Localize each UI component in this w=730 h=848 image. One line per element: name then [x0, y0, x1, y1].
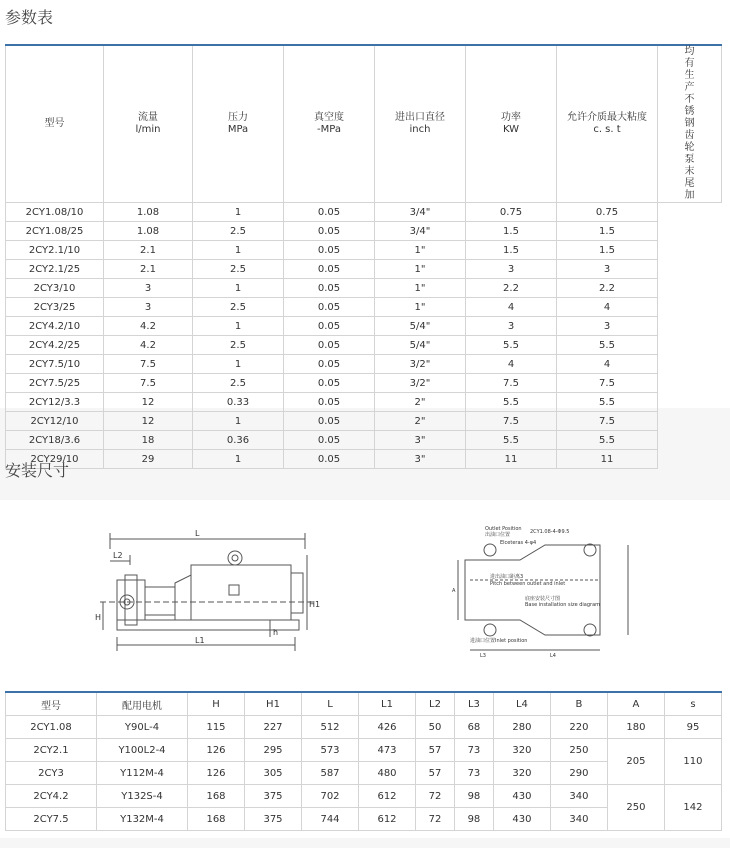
cell-power: 1.5: [466, 241, 557, 260]
col-header-H: H: [188, 692, 245, 716]
pump-side-view-diagram: [95, 525, 325, 660]
cell-power: 0.75: [466, 203, 557, 222]
cell-H: 168: [188, 785, 245, 808]
top-code-label: 2CY1.08-4-Φ9.5: [530, 529, 570, 535]
cell-diameter: 1": [375, 260, 466, 279]
table-row: [6, 716, 722, 739]
cell-viscosity: 5.5: [557, 431, 658, 450]
table-row: [6, 317, 722, 336]
cell-flow: 18: [104, 431, 193, 450]
cell-model: 2CY2.1/25: [6, 260, 104, 279]
table-row: [6, 374, 722, 393]
dim-A-label: A: [452, 588, 456, 594]
cell-model: 2CY4.2: [6, 785, 97, 808]
cell-model: 2CY1.08/25: [6, 222, 104, 241]
outlet-cn-label: 出油口位置: [485, 532, 511, 538]
cell-pressure: 1: [193, 317, 284, 336]
cell-pressure: 0.33: [193, 393, 284, 412]
cell-diameter: 3": [375, 450, 466, 469]
table-row: [6, 355, 722, 374]
cell-viscosity: 1.5: [557, 222, 658, 241]
col-header-power: 功率 KW: [466, 45, 557, 203]
col-header-B: B: [550, 692, 607, 716]
col-header-model: 型号: [6, 45, 104, 203]
cell-pressure: 2.5: [193, 336, 284, 355]
cell-diameter: 5/4": [375, 317, 466, 336]
cell-power: 11: [466, 450, 557, 469]
cell-L3: 98: [454, 808, 493, 831]
cell-flow: 2.1: [104, 241, 193, 260]
cell-pressure: 2.5: [193, 298, 284, 317]
col-header-L3: L3: [454, 692, 493, 716]
cell-flow: 2.1: [104, 260, 193, 279]
cell-pressure: 2.5: [193, 222, 284, 241]
cell-H1: 375: [245, 785, 302, 808]
pitch-en-label: Pitch between outlet and inlet: [490, 581, 566, 587]
col-header-model: 型号: [6, 692, 97, 716]
cell-diameter: 3": [375, 431, 466, 450]
cell-flow: 1.08: [104, 203, 193, 222]
cell-L: 702: [302, 785, 359, 808]
cell-H1: 227: [245, 716, 302, 739]
cell-H: 115: [188, 716, 245, 739]
cell-diameter: 5/4": [375, 336, 466, 355]
cell-L4: 430: [493, 785, 550, 808]
params-table: [5, 44, 722, 469]
table-row: [6, 203, 722, 222]
cell-viscosity: 7.5: [557, 412, 658, 431]
cell-H: 126: [188, 762, 245, 785]
cell-model: 2CY3: [6, 762, 97, 785]
table-row: [6, 260, 722, 279]
cell-power: 4: [466, 355, 557, 374]
cell-diameter: 2": [375, 412, 466, 431]
dim-H1-label: H1: [309, 600, 321, 609]
cell-power: 1.5: [466, 222, 557, 241]
cell-pressure: 1: [193, 279, 284, 298]
cell-B: 250: [550, 739, 607, 762]
table-row: [6, 336, 722, 355]
dim-L-label: L: [195, 529, 200, 538]
cell-diameter: 3/2": [375, 374, 466, 393]
cell-vacuum: 0.05: [284, 317, 375, 336]
cell-B: 340: [550, 785, 607, 808]
cell-viscosity: 7.5: [557, 374, 658, 393]
cell-L1: 612: [359, 808, 416, 831]
cell-L3: 73: [454, 762, 493, 785]
cell-viscosity: 4: [557, 355, 658, 374]
cell-B: 290: [550, 762, 607, 785]
cell-diameter: 1": [375, 279, 466, 298]
cell-motor: Y132M-4: [97, 808, 188, 831]
cell-pressure: 0.36: [193, 431, 284, 450]
cell-L1: 612: [359, 785, 416, 808]
cell-H1: 375: [245, 808, 302, 831]
cell-flow: 29: [104, 450, 193, 469]
cell-motor: Y90L-4: [97, 716, 188, 739]
cell-viscosity: 5.5: [557, 336, 658, 355]
cell-A: 250: [607, 785, 664, 831]
table-row: [6, 450, 722, 469]
cell-vacuum: 0.05: [284, 450, 375, 469]
cell-power: 3: [466, 317, 557, 336]
cell-power: 5.5: [466, 336, 557, 355]
col-header-L1: L1: [359, 692, 416, 716]
cell-L3: 68: [454, 716, 493, 739]
cell-H: 168: [188, 808, 245, 831]
pitch-cn-label: 进出油口距离3: [490, 574, 524, 580]
cell-B: 340: [550, 808, 607, 831]
cell-diameter: 3/4": [375, 203, 466, 222]
base-cn-label: 底座安装尺寸图: [525, 596, 561, 602]
col-header-vacuum: 真空度 -MPa: [284, 45, 375, 203]
cell-L4: 320: [493, 762, 550, 785]
elcs-label: Elceteras 4-φ4: [500, 540, 537, 546]
cell-vacuum: 0.05: [284, 279, 375, 298]
cell-model: 2CY7.5/25: [6, 374, 104, 393]
dim-L1-label: L1: [195, 636, 205, 645]
cell-L2: 72: [416, 785, 455, 808]
cell-pressure: 1: [193, 241, 284, 260]
install-table: [5, 691, 722, 831]
outlet-en-label: Outlet Position: [485, 526, 522, 532]
cell-model: 2CY3/10: [6, 279, 104, 298]
cell-H1: 305: [245, 762, 302, 785]
cell-L2: 57: [416, 762, 455, 785]
cell-s: 110: [664, 739, 721, 785]
cell-pressure: 1: [193, 412, 284, 431]
cell-B: 220: [550, 716, 607, 739]
cell-L4: 320: [493, 739, 550, 762]
note-cell: 均 有 生 产 不 锈 钢 齿 轮 泵 末 尾 加: [658, 45, 722, 203]
cell-power: 7.5: [466, 374, 557, 393]
cell-vacuum: 0.05: [284, 336, 375, 355]
cell-model: 2CY29/10: [6, 450, 104, 469]
cell-viscosity: 3: [557, 260, 658, 279]
cell-model: 2CY4.2/10: [6, 317, 104, 336]
cell-flow: 7.5: [104, 374, 193, 393]
cell-diameter: 3/2": [375, 355, 466, 374]
cell-motor: Y132S-4: [97, 785, 188, 808]
cell-viscosity: 2.2: [557, 279, 658, 298]
cell-vacuum: 0.05: [284, 298, 375, 317]
cell-flow: 12: [104, 412, 193, 431]
cell-L2: 57: [416, 739, 455, 762]
cell-L: 512: [302, 716, 359, 739]
cell-flow: 12: [104, 393, 193, 412]
cell-L2: 72: [416, 808, 455, 831]
cell-flow: 4.2: [104, 317, 193, 336]
cell-L1: 473: [359, 739, 416, 762]
dim-L4-label: L4: [550, 653, 556, 659]
cell-vacuum: 0.05: [284, 222, 375, 241]
cell-pressure: 1: [193, 450, 284, 469]
col-header-pressure: 压力 MPa: [193, 45, 284, 203]
cell-L1: 426: [359, 716, 416, 739]
dim-L3-label: L3: [480, 653, 486, 659]
base-en-label: Base installation size diagram: [525, 602, 601, 608]
cell-diameter: 2": [375, 393, 466, 412]
table-row: [6, 412, 722, 431]
col-header-L: L: [302, 692, 359, 716]
cell-pressure: 2.5: [193, 374, 284, 393]
col-header-L2: L2: [416, 692, 455, 716]
cell-viscosity: 1.5: [557, 241, 658, 260]
cell-power: 5.5: [466, 431, 557, 450]
dim-H-label: H: [95, 613, 102, 622]
cell-power: 2.2: [466, 279, 557, 298]
cell-viscosity: 11: [557, 450, 658, 469]
cell-power: 7.5: [466, 412, 557, 431]
cell-flow: 3: [104, 279, 193, 298]
dim-h-label: h: [273, 628, 279, 637]
cell-power: 4: [466, 298, 557, 317]
cell-L2: 50: [416, 716, 455, 739]
cell-viscosity: 3: [557, 317, 658, 336]
cell-model: 2CY2.1: [6, 739, 97, 762]
cell-vacuum: 0.05: [284, 241, 375, 260]
cell-vacuum: 0.05: [284, 203, 375, 222]
table-row: [6, 222, 722, 241]
cell-flow: 3: [104, 298, 193, 317]
cell-model: 2CY7.5: [6, 808, 97, 831]
cell-pressure: 1: [193, 355, 284, 374]
col-header-diameter: 进出口直径 inch: [375, 45, 466, 203]
cell-diameter: 1": [375, 241, 466, 260]
cell-model: 2CY1.08/10: [6, 203, 104, 222]
cell-power: 3: [466, 260, 557, 279]
cell-flow: 7.5: [104, 355, 193, 374]
cell-model: 2CY4.2/25: [6, 336, 104, 355]
params-header-row: [6, 45, 722, 203]
cell-L4: 280: [493, 716, 550, 739]
cell-diameter: 1": [375, 298, 466, 317]
cell-s: 95: [664, 716, 721, 739]
cell-model: 2CY18/3.6: [6, 431, 104, 450]
cell-flow: 1.08: [104, 222, 193, 241]
cell-s: 142: [664, 785, 721, 831]
cell-flow: 4.2: [104, 336, 193, 355]
cell-A: 205: [607, 739, 664, 785]
col-header-flow: 流量 l/min: [104, 45, 193, 203]
col-header-L4: L4: [493, 692, 550, 716]
cell-diameter: 3/4": [375, 222, 466, 241]
cell-viscosity: 0.75: [557, 203, 658, 222]
cell-model: 2CY2.1/10: [6, 241, 104, 260]
table-row: [6, 241, 722, 260]
cell-vacuum: 0.05: [284, 374, 375, 393]
cell-model: 2CY3/25: [6, 298, 104, 317]
params-title: 参数表: [5, 8, 54, 27]
cell-L4: 430: [493, 808, 550, 831]
cell-motor: Y100L2-4: [97, 739, 188, 762]
table-row: [6, 739, 722, 762]
cell-model: 2CY12/3.3: [6, 393, 104, 412]
table-row: [6, 298, 722, 317]
cell-motor: Y112M-4: [97, 762, 188, 785]
col-header-motor: 配用电机: [97, 692, 188, 716]
cell-vacuum: 0.05: [284, 393, 375, 412]
cell-vacuum: 0.05: [284, 260, 375, 279]
table-row: [6, 431, 722, 450]
cell-viscosity: 5.5: [557, 393, 658, 412]
cell-model: 2CY1.08: [6, 716, 97, 739]
inlet-cn-label: 进油口位置: [470, 638, 496, 644]
table-row: [6, 393, 722, 412]
cell-vacuum: 0.05: [284, 431, 375, 450]
cell-pressure: 1: [193, 203, 284, 222]
cell-L: 744: [302, 808, 359, 831]
col-header-H1: H1: [245, 692, 302, 716]
cell-power: 5.5: [466, 393, 557, 412]
table-row: [6, 279, 722, 298]
cell-L3: 98: [454, 785, 493, 808]
cell-H: 126: [188, 739, 245, 762]
col-header-A: A: [607, 692, 664, 716]
cell-L1: 480: [359, 762, 416, 785]
cell-model: 2CY12/10: [6, 412, 104, 431]
table-row: [6, 785, 722, 808]
cell-A: 180: [607, 716, 664, 739]
base-installation-diagram: [450, 520, 640, 660]
col-header-viscosity: 允许介质最大粘度 c. s. t: [557, 45, 658, 203]
cell-pressure: 2.5: [193, 260, 284, 279]
cell-L3: 73: [454, 739, 493, 762]
cell-L: 573: [302, 739, 359, 762]
col-header-s: s: [664, 692, 721, 716]
inlet-en-label: Inlet position: [495, 638, 528, 644]
cell-L: 587: [302, 762, 359, 785]
cell-viscosity: 4: [557, 298, 658, 317]
cell-model: 2CY7.5/10: [6, 355, 104, 374]
dim-L2-label: L2: [113, 551, 123, 560]
cell-vacuum: 0.05: [284, 355, 375, 374]
cell-vacuum: 0.05: [284, 412, 375, 431]
cell-H1: 295: [245, 739, 302, 762]
install-title: 安装尺寸: [5, 461, 70, 480]
install-header-row: [6, 692, 722, 716]
